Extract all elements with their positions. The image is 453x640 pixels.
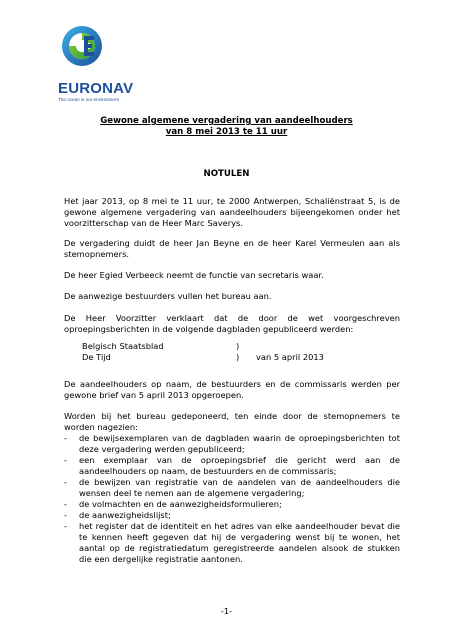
paragraph-convocation: De aandeelhouders op naam, de bestuurders en de commissaris werden per gewone brief van 5 april 2013 opgeroepen. — [64, 379, 400, 400]
paragraph-secretary: De heer Egied Verbeeck neemt de functie van secretaris waar. — [64, 270, 324, 280]
list-item: - de bewijsexemplaren van de dagbladen waarin de oproepingsberichten tot deze vergadering werden gepubliceerd; — [64, 433, 400, 454]
list-item: - de bewijzen van registratie van de aandelen van de aandeelhouders die wensen deel te nemen aan de algemene vergadering; — [64, 477, 400, 498]
minutes-heading: NOTULEN — [203, 169, 250, 179]
paragraph-bureau: De aanwezige bestuurders vullen het bureau aan. — [64, 291, 272, 301]
deposited-documents-list — [64, 433, 400, 565]
list-item: - het register dat de identiteit en het adres van elke aandeelhouder bevat die te kennen heeft gegeven dat hij de vergadering wenst bij te wonen, het aantal op de registratiedatum geregistreerde aandelen alsook de stukken die een dergelijke registratie aantonen. — [64, 521, 400, 564]
title-line-2: van 8 mei 2013 te 11 uur — [165, 127, 288, 137]
logo-tagline: The ocean is our environment — [58, 97, 119, 102]
newspaper-bracket: ) — [236, 352, 240, 362]
paragraph-tellers: De vergadering duidt de heer Jan Beyne en de heer Karel Vermeulen aan als stemopnemers. — [64, 238, 400, 259]
page-number: -1- — [220, 606, 233, 616]
list-item: - een exemplaar van de oproepingsbrief die gericht werd aan de aandeelhouders op naam, de bestuurders en de commissaris; — [64, 455, 400, 476]
publication-date: van 5 april 2013 — [256, 352, 324, 362]
newspaper-bracket: ) — [236, 341, 240, 351]
newspaper-name: De Tijd — [82, 352, 111, 362]
title-line-1: Gewone algemene vergadering van aandeelhouders — [100, 116, 353, 126]
paragraph-notices: De Heer Voorzitter verklaart dat de door de wet voorgeschreven oproepingsberichten in de volgende dagbladen gepubliceerd werden: — [64, 313, 400, 334]
paragraph-deposited: Worden bij het bureau gedeponeerd, ten einde door de stemopnemers te worden nagezien: — [64, 411, 400, 432]
logo-wordmark: EURONAV — [58, 80, 134, 97]
list-item: - de volmachten en de aanwezigheidsformulieren; — [64, 499, 282, 509]
paragraph-opening: Het jaar 2013, op 8 mei te 11 uur, te 2000 Antwerpen, Schaliënstraat 5, is de gewone algemene vergadering van aandeelhouders bijeengekomen onder het voorzitterschap van de Heer Marc Saverys. — [64, 196, 400, 228]
newspaper-name: Belgisch Staatsblad — [82, 341, 164, 351]
list-item: - de aanwezigheidslijst; — [64, 510, 171, 520]
